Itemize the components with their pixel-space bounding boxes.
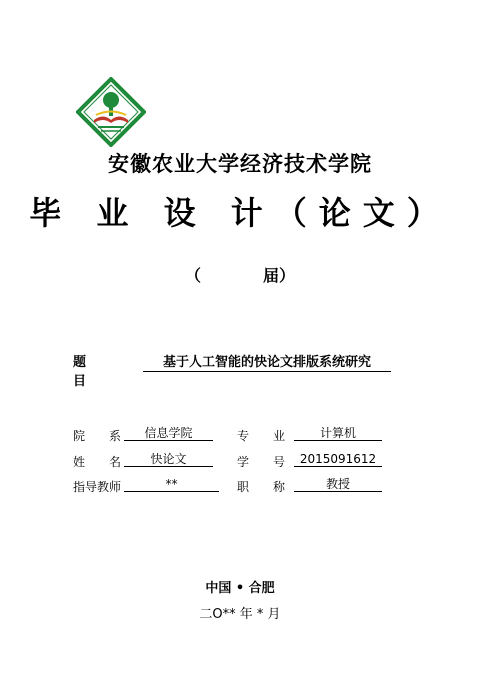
- topic-row: [73, 351, 371, 389]
- title-value: 教授: [294, 477, 382, 492]
- name-label: 姓 名: [73, 455, 122, 469]
- department-label: 院 系: [73, 429, 122, 443]
- session-close: 届）: [263, 266, 296, 285]
- name-value: 快论文: [124, 452, 213, 467]
- university-seal-icon: [76, 77, 146, 147]
- advisor-value: **: [124, 477, 219, 492]
- date: 二O** 年 * 月: [199, 607, 281, 622]
- graduation-session: [0, 263, 480, 286]
- major-value: 计算机: [294, 426, 382, 441]
- advisor-label: 指导教师: [73, 480, 122, 494]
- student-id-value: 2015091612: [294, 452, 382, 467]
- topic-value: 基于人工智能的快论文排版系统研究: [143, 351, 391, 372]
- topic-label: 题 目: [73, 355, 136, 389]
- major-label: 专 业: [237, 429, 286, 443]
- school-name: 安徽农业大学经济技术学院: [108, 151, 372, 176]
- session-open: （: [184, 266, 201, 285]
- place: 中国 • 合肥: [205, 581, 275, 596]
- department-value: 信息学院: [124, 426, 213, 441]
- student-id-label: 学 号: [237, 455, 286, 469]
- title-label: 职 称: [237, 480, 286, 494]
- document-title: 毕 业 设 计（论文）: [29, 194, 451, 232]
